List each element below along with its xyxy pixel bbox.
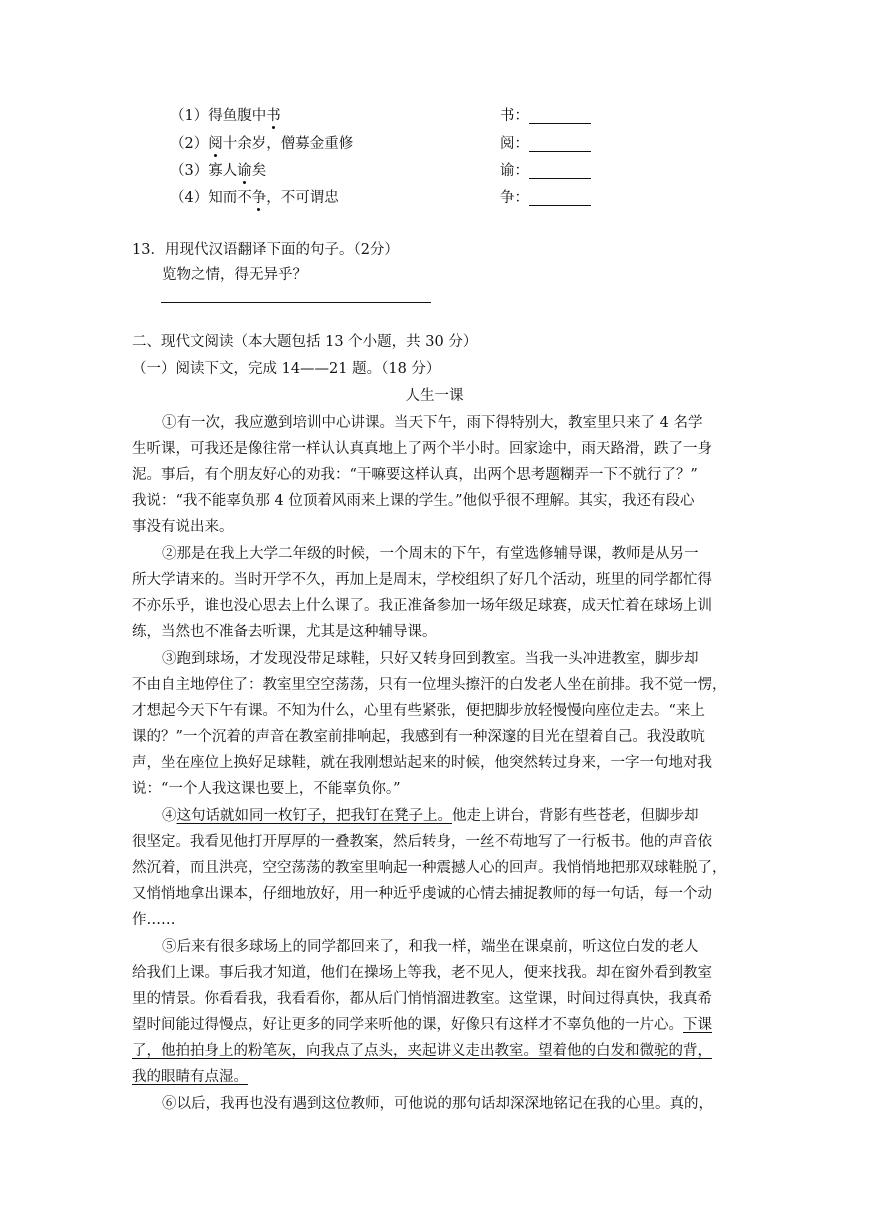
paragraph-5-line: 给我们上课。事后我才知道，他们在操场上等我，老不见人，便来找我。却在窗外看到教室 [132, 965, 712, 981]
paragraph-5-line [132, 1067, 737, 1087]
paragraph-text: 望时间能过得慢点，好让更多的同学来听他的课，好像只有这样才不辜负他的一片心。 [132, 1017, 683, 1033]
question-13-prompt: 13．用现代汉语翻译下面的句子。（2分） [132, 242, 399, 258]
answer-blank[interactable] [529, 151, 591, 152]
vocab-item-4 [170, 188, 339, 208]
paragraph-2-line: 所大学请来的。当时开学不久，再加上是周末，学校组织了好几个活动，班里的同学都忙得 [132, 572, 712, 588]
paragraph-5-line [132, 1041, 737, 1061]
vocab-text: 得鱼腹中 [208, 108, 267, 124]
paragraph-number: ④ [162, 808, 177, 824]
underlined-sentence: 这句话就如同一枚钉子，把我钉在凳子上。 [176, 808, 452, 824]
vocab-item-2 [170, 134, 353, 154]
question-13-sentence: 览物之情，得无异乎？ [162, 267, 307, 283]
paragraph-3-line: 说：“一个人我这课也要上，不能辜负你。” [132, 781, 401, 797]
paragraph-5-line [132, 1015, 737, 1035]
paragraph-4-line: 然沉着，而且洪亮，空空荡荡的教室里响起一种震撼人心的回声。我悄悄地把那双球鞋脱了， [132, 860, 727, 876]
answer-blank[interactable] [529, 178, 591, 179]
paragraph-1-line: 事没有说出来。 [132, 519, 234, 535]
paragraph-3-line: 不由自主地停住了：教室里空空荡荡，只有一位埋头擦汗的白发老人坐在前排。我不觉一愣， [132, 677, 727, 693]
paragraph-2-line: 练，当然也不准备去听课，尤其是这种辅导课。 [132, 624, 437, 640]
paragraph-6-line: ⑥以后，我再也没有遇到这位教师，可他说的那句话却深深地铭记在我的心里。真的， [162, 1096, 713, 1112]
vocab-number: （3） [170, 163, 209, 179]
vocab-number: （1） [170, 108, 209, 124]
answer-blank[interactable] [529, 123, 591, 124]
section-subheading: （一）阅读下文，完成 14——21 题。（18 分） [132, 361, 441, 377]
paragraph-4-line: 又悄悄地拿出课本，仔细地放好，用一种近乎虔诚的心情去捕捉教师的每一句话，每一个动 [132, 886, 712, 902]
vocab-key-2: 阅： [500, 136, 529, 152]
vocab-dotted-char: 阅 [208, 136, 223, 152]
underlined-sentence: 下课 [683, 1017, 712, 1033]
vocab-text: ，不可谓忠 [266, 190, 339, 206]
paragraph-5-line: ⑤后来有很多球场上的同学都回来了，和我一样，端坐在课桌前，听这位白发的老人 [162, 939, 699, 955]
vocab-key-4: 争： [500, 190, 529, 206]
paragraph-4-line: 作…… [132, 912, 176, 928]
vocab-item-3 [170, 161, 266, 181]
vocab-dotted-char: 书 [266, 108, 281, 124]
vocab-number: （4） [170, 190, 209, 206]
vocab-text: 寡人 [208, 163, 238, 179]
paragraph-5-line: 里的情景。你看看我，我看看你，都从后门悄悄溜进教室。这堂课，时间过得真快，我真希 [132, 991, 712, 1007]
vocab-item-1 [170, 106, 281, 126]
answer-blank[interactable] [529, 205, 591, 206]
vocab-dotted-char: 谕 [237, 163, 252, 179]
paragraph-3-line: 课的？”一个沉着的声音在教室前排响起，我感到有一种深邃的目光在望着自己。我没敢吭 [132, 729, 705, 745]
paragraph-2-line: ②那是在我上大学二年级的时候，一个周末的下午，有堂选修辅导课，教师是从另一 [162, 546, 699, 562]
paragraph-1-line: 生听课，可我还是像往常一样认认真真地上了两个半小时。回家途中，雨天路滑，跌了一身 [132, 441, 712, 457]
paragraph-4-line [162, 806, 767, 826]
vocab-dotted-char: 争 [251, 190, 267, 206]
vocab-key-1: 书： [500, 108, 529, 124]
paragraph-text: 他走上讲台，背影有些苍老，但脚步却 [452, 808, 699, 824]
paragraph-4-line: 很坚定。我看见他打开厚厚的一叠教案，然后转身，一丝不苟地写了一行板书。他的声音依 [132, 834, 712, 850]
underlined-sentence: 了，他拍拍身上的粉笔灰，向我点了点头，夹起讲义走出教室。望着他的白发和微驼的背， [132, 1043, 712, 1059]
vocab-text: 知而不 [208, 190, 252, 206]
passage-title: 人生一课 [405, 388, 464, 404]
vocab-text: 十余岁，僧募金重修 [222, 136, 354, 152]
paragraph-3-line: 声，坐在座位上换好足球鞋，就在我刚想站起来的时候，他突然转过身来，一字一句地对我 [132, 755, 712, 771]
paragraph-3-line: 才想起今天下午有课。不知为什么，心里有些紧张，便把脚步放轻慢慢向座位走去。“来上 [132, 703, 705, 719]
vocab-number: （2） [170, 136, 209, 152]
paragraph-1-line: ①有一次，我应邀到培训中心讲课。当天下午，雨下得特别大，教室里只来了 4 名学 [162, 415, 703, 431]
translation-answer-line[interactable] [161, 302, 431, 303]
paragraph-2-line: 不亦乐乎，谁也没心思去上什么课了。我正准备参加一场年级足球赛，成天忙着在球场上训 [132, 598, 712, 614]
vocab-text: 矣 [251, 163, 267, 179]
paragraph-1-line: 我说：“我不能辜负那 4 位顶着风雨来上课的学生。”他似乎很不理解。其实，我还有段心 [132, 493, 695, 509]
paragraph-1-line: 泥。事后，有个朋友好心的劝我：“干嘛要这样认真，出两个思考题糊弄一下不就行了？” [132, 467, 698, 483]
vocab-key-3: 谕： [500, 163, 529, 179]
underlined-sentence: 我的眼睛有点湿。 [132, 1069, 248, 1085]
paragraph-3-line: ③跑到球场，才发现没带足球鞋，只好又转身回到教室。当我一头冲进教室，脚步却 [162, 651, 699, 667]
section-heading: 二、现代文阅读（本大题包括 13 个小题，共 30 分） [132, 334, 478, 350]
